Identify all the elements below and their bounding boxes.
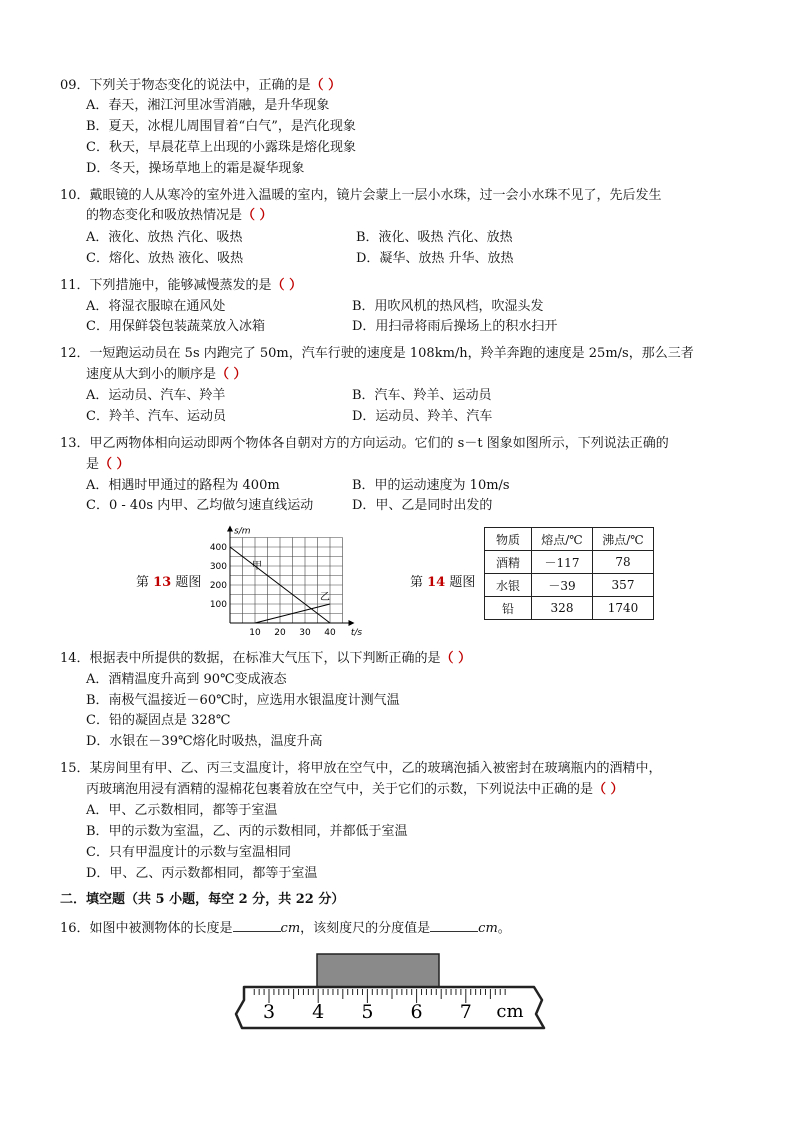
q12-option-d: D．运动员、羚羊、汽车 — [352, 409, 493, 424]
q10-stem-line2: 的物态变化和吸放热情况是（ ） — [86, 208, 273, 223]
ruler-figure — [232, 950, 548, 1034]
table-cell: 水银 — [485, 574, 532, 597]
q09-stem: 09．下列关于物态变化的说法中，正确的是（ ） — [60, 78, 342, 93]
figure-13-caption: 第 13 题图 — [136, 575, 202, 590]
answer-paren: （ ） — [216, 367, 247, 382]
answer-paren: （ ） — [440, 651, 472, 666]
figure-14-caption: 第 14 题图 — [410, 575, 476, 590]
q13-stem-line1: 13．甲乙两物体相向运动即两个物体各自朝对方的方向运动。它们的 s－t 图象如图所示，下列说法正确的 — [60, 436, 669, 451]
q15-option-b: B．甲的示数为室温，乙、丙的示数相同，并都低于室温 — [86, 824, 408, 839]
q10-option-a: A．液化、放热 汽化、吸热 — [86, 230, 243, 245]
q11-option-a: A．将湿衣服晾在通风处 — [86, 299, 226, 314]
y-axis-arrow — [227, 526, 233, 532]
table-cell: 78 — [593, 551, 654, 574]
q13-option-d: D．甲、乙是同时出发的 — [352, 498, 493, 513]
q10-stem-line1: 10．戴眼镜的人从寒冷的室外进入温暖的室内，镜片会蒙上一层小水珠，过一会小水珠不见了，先后发生 — [60, 188, 662, 203]
q13-stem-line2: 是（ ） — [86, 457, 130, 472]
ruler-label: 3 — [262, 1001, 276, 1023]
q15-stem-line2: 丙玻璃泡用浸有酒精的湿棉花包裹着放在空气中，关于它们的示数，下列说法中正确的是（ ） — [86, 782, 624, 797]
q14-option-c: C．铅的凝固点是 328℃ — [86, 713, 231, 728]
q09-option-a: A．春天，湘江河里冰雪消融，是升华现象 — [86, 98, 330, 113]
x-tick-label: 10 — [249, 628, 261, 638]
q12-stem-line2: 速度从大到小的顺序是（ ） — [86, 367, 247, 382]
q11-option-c: C．用保鲜袋包装蔬菜放入冰箱 — [86, 319, 265, 334]
ruler-label: 7 — [459, 1001, 472, 1023]
q09-option-c: C．秋天，早晨花草上出现的小露珠是熔化现象 — [86, 140, 356, 155]
table-row — [485, 574, 654, 597]
answer-paren: （ ） — [242, 208, 273, 223]
ruler-label: 6 — [410, 1001, 423, 1023]
x-tick-label: 40 — [324, 628, 336, 638]
q16-stem: 16．如图中被测物体的长度是 cm，该刻度尺的分度值是 cm。 — [60, 918, 511, 938]
table-cell: 1740 — [593, 597, 654, 620]
q12-option-c: C．羚羊、汽车、运动员 — [86, 409, 226, 424]
q09-option-b: B．夏天，冰棍儿周围冒着“白气”，是汽化现象 — [86, 119, 356, 134]
q11-stem: 11．下列措施中，能够减慢蒸发的是（ ） — [60, 278, 303, 293]
table-cell: 328 — [532, 597, 593, 620]
y-tick-label: 200 — [209, 581, 227, 591]
q10-option-c: C．熔化、放热 液化、吸热 — [86, 251, 244, 266]
ruler-unit: cm — [496, 1001, 524, 1022]
q11-option-b: B．用吹风机的热风档，吹湿头发 — [352, 299, 544, 314]
q14-option-b: B．南极气温接近－60℃时，应选用水银温度计测气温 — [86, 693, 400, 708]
q10-option-d: D．凝华、放热 升华、放热 — [356, 251, 514, 266]
series-label: 乙 — [320, 592, 330, 603]
series-label: 甲 — [252, 561, 262, 572]
q11-option-d: D．用扫帚将雨后操场上的积水扫开 — [352, 319, 558, 334]
ruler-label: 4 — [312, 1001, 325, 1023]
x-tick-label: 20 — [274, 628, 286, 638]
y-tick-label: 100 — [209, 600, 227, 610]
x-tick-label: 30 — [299, 628, 311, 638]
answer-blank[interactable] — [430, 918, 478, 932]
table-cell: 357 — [593, 574, 654, 597]
q14-stem: 14．根据表中所提供的数据，在标准大气压下，以下判断正确的是（ ） — [60, 651, 472, 666]
measured-object — [317, 954, 439, 990]
q15-option-d: D．甲、乙、丙示数都相同，都等于室温 — [86, 866, 318, 881]
q14-option-a: A．酒精温度升高到 90℃变成液态 — [86, 672, 287, 687]
q13-option-b: B．甲的运动速度为 10m/s — [352, 478, 510, 493]
q12-option-a: A．运动员、汽车、羚羊 — [86, 388, 226, 403]
x-axis-arrow — [349, 620, 355, 626]
table-header-cell: 熔点/℃ — [532, 528, 593, 551]
table-header-cell: 沸点/℃ — [593, 528, 654, 551]
q14-option-d: D．水银在－39℃熔化时吸热，温度升高 — [86, 734, 323, 749]
q15-stem-line1: 15．某房间里有甲、乙、丙三支温度计，将甲放在空气中，乙的玻璃泡插入被密封在玻璃瓶内的酒精中， — [60, 761, 662, 776]
q09-option-d: D．冬天，操场草地上的霜是凝华现象 — [86, 161, 305, 176]
q10-option-b: B．液化、吸热 汽化、放热 — [356, 230, 513, 245]
q12-option-b: B．汽车、羚羊、运动员 — [352, 388, 492, 403]
table-row — [485, 551, 654, 574]
table-cell: －39 — [532, 574, 593, 597]
q15-option-a: A．甲、乙示数相同，都等于室温 — [86, 803, 278, 818]
y-axis-label: s/m — [234, 526, 251, 537]
table-cell: 酒精 — [485, 551, 532, 574]
q15-option-c: C．只有甲温度计的示数与室温相同 — [86, 845, 291, 860]
answer-paren: （ ） — [593, 782, 624, 797]
answer-blank[interactable] — [233, 918, 281, 932]
q13-option-c: C．0 - 40s 内甲、乙均做匀速直线运动 — [86, 498, 314, 513]
answer-paren: （ ） — [99, 457, 130, 472]
table-cell: 铅 — [485, 597, 532, 620]
y-tick-label: 400 — [209, 543, 227, 553]
q13-option-a: A．相遇时甲通过的路程为 400m — [86, 478, 280, 493]
melting-boiling-table — [484, 527, 654, 620]
q12-stem-line1: 12．一短跑运动员在 5s 内跑完了 50m，汽车行驶的速度是 108km/h，羚羊奔跑的速度是 25m/s，那么三者 — [60, 346, 694, 361]
answer-paren: （ ） — [271, 278, 303, 293]
section-title: 二．填空题（共 5 小题，每空 2 分，共 22 分） — [60, 892, 345, 907]
table-header-row — [485, 528, 654, 551]
ruler-label: 5 — [361, 1001, 374, 1023]
answer-paren: （ ） — [310, 78, 342, 93]
table-header-cell: 物质 — [485, 528, 532, 551]
x-axis-label: t/s — [350, 628, 363, 638]
table-row — [485, 597, 654, 620]
y-tick-label: 300 — [209, 562, 227, 572]
st-graph-chart — [200, 516, 363, 646]
table-cell: －117 — [532, 551, 593, 574]
